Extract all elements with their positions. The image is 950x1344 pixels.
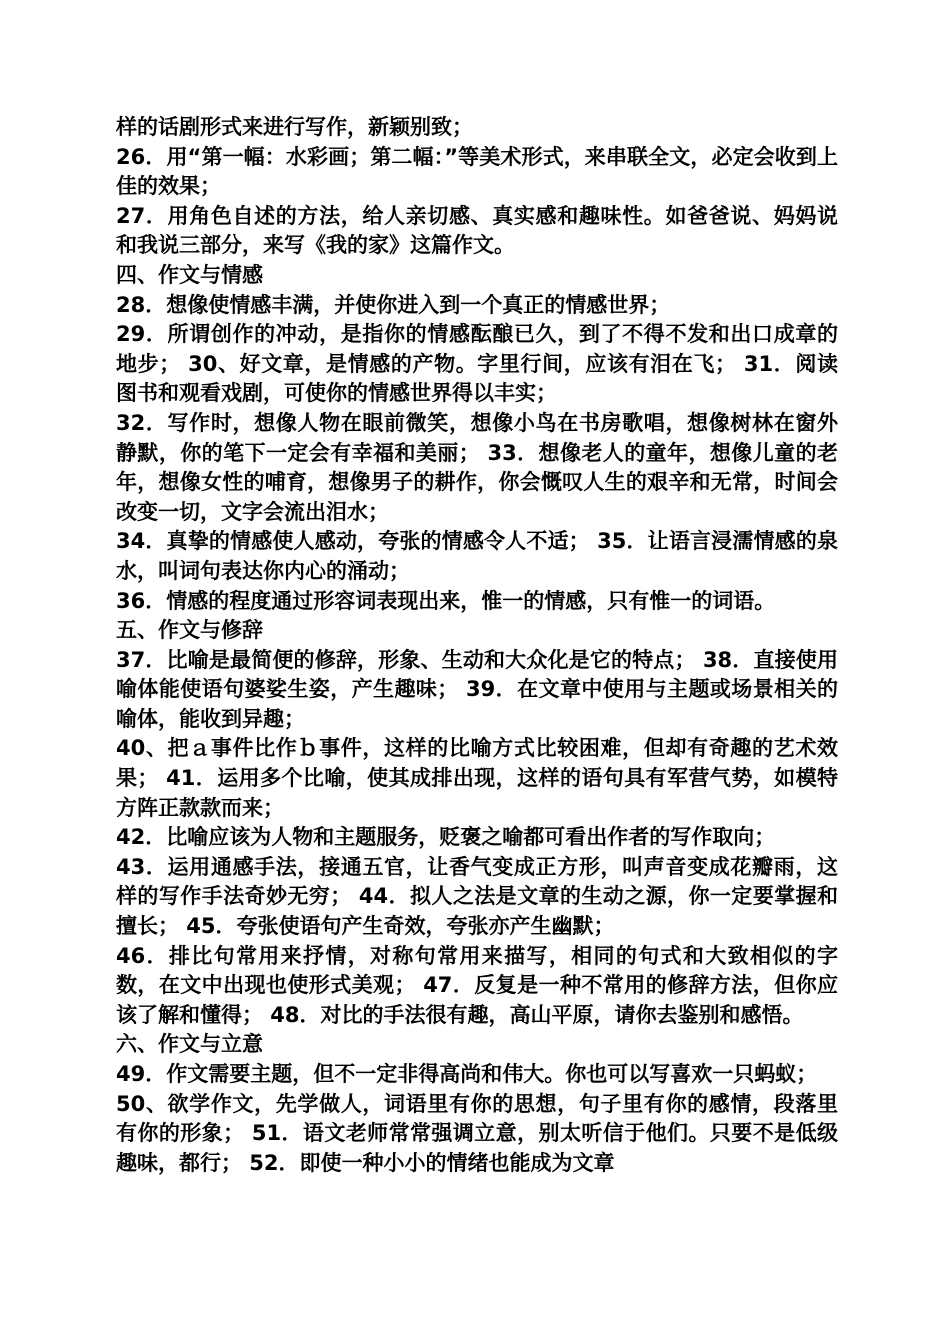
paragraph-28: 28．想像使情感丰满，并使你进入到一个真正的情感世界； bbox=[116, 292, 671, 317]
section-heading-theme: 六、作文与立意 bbox=[116, 1032, 263, 1057]
paragraph-34-35: 34．真挚的情感使人感动，夸张的情感令人不适； 35．让语言浸濡情感的泉水，叫词句表达你内心的涌动； bbox=[116, 529, 838, 583]
section-heading-emotion: 四、作文与情感 bbox=[116, 262, 263, 287]
paragraph-29-31: 29．所谓创作的冲动，是指你的情感酝酿已久，到了不得不发和出口成章的地步； 30、好文章，是情感的产物。字里行间，应该有泪在飞； 31．阅读图书和观看戏剧，可使你的情感世界得以丰实； bbox=[116, 322, 838, 406]
paragraph-43-45: 43．运用通感手法，接通五官，让香气变成正方形，叫声音变成花瓣雨，这样的写作手法奇妙无穷； 44．拟人之法是文章的生动之源，你一定要掌握和擅长； 45．夸张使语句产生奇效，夸张亦产生幽默； bbox=[116, 854, 838, 939]
paragraph-42: 42．比喻应该为人物和主题服务，贬褒之喻都可看出作者的写作取向； bbox=[116, 825, 776, 850]
paragraph-46-48: 46．排比句常用来抒情，对称句常用来描写，相同的句式和大致相似的字数，在文中出现也使形式美观； 47．反复是一种不常用的修辞方法，但你应该了解和懂得； 48．对比的手法很有趣，高山平原，请你去鉴别和感悟。 bbox=[116, 943, 838, 1027]
paragraph-27: 27．用角色自述的方法，给人亲切感、真实感和趣味性。如爸爸说、妈妈说和我说三部分，来写《我的家》这篇作文。 bbox=[116, 203, 838, 258]
paragraph-37-39: 37．比喻是最简便的修辞，形象、生动和大众化是它的特点； 38．直接使用喻体能使语句婆娑生姿，产生趣味； 39．在文章中使用与主题或场景相关的喻体，能收到异趣； bbox=[116, 647, 838, 731]
paragraph-25-cont: 样的话剧形式来进行写作，新颖别致； bbox=[116, 115, 473, 139]
paragraph-40-41: 40、把ａ事件比作ｂ事件，这样的比喻方式比较困难，但却有奇趣的艺术效果； 41．运用多个比喻，使其成排出现，这样的语句具有军营气势，如模特方阵正款款而来； bbox=[116, 736, 838, 820]
paragraph-32-33: 32．写作时，想像人物在眼前微笑，想像小鸟在书房歌唱，想像树林在窗外静默，你的笔下一定会有幸福和美丽； 33．想像老人的童年，想像儿童的老年，想像女性的哺育，想像男子的耕作，你会慨叹人生的艰辛和无常，时间会改变一切，文字会流出泪水； bbox=[116, 410, 838, 524]
paragraph-26: 26．用“第一幅：水彩画；第二幅：”等美术形式，来串联全文，必定会收到上佳的效果； bbox=[116, 144, 838, 199]
section-heading-rhetoric: 五、作文与修辞 bbox=[116, 618, 263, 643]
paragraph-50-52: 50、欲学作文，先学做人，词语里有你的思想，句子里有你的感情，段落里有你的形象； 51．语文老师常常强调立意，别太听信于他们。只要不是低级趣味，都行； 52．即使一种小小的情绪也能成为文章 bbox=[116, 1091, 838, 1175]
document-page bbox=[116, 113, 838, 1178]
paragraph-36: 36．情感的程度通过形容词表现出来，惟一的情感，只有惟一的词语。 bbox=[116, 588, 776, 613]
paragraph-49: 49．作文需要主题，但不一定非得高尚和伟大。你也可以写喜欢一只蚂蚁； bbox=[116, 1062, 818, 1086]
